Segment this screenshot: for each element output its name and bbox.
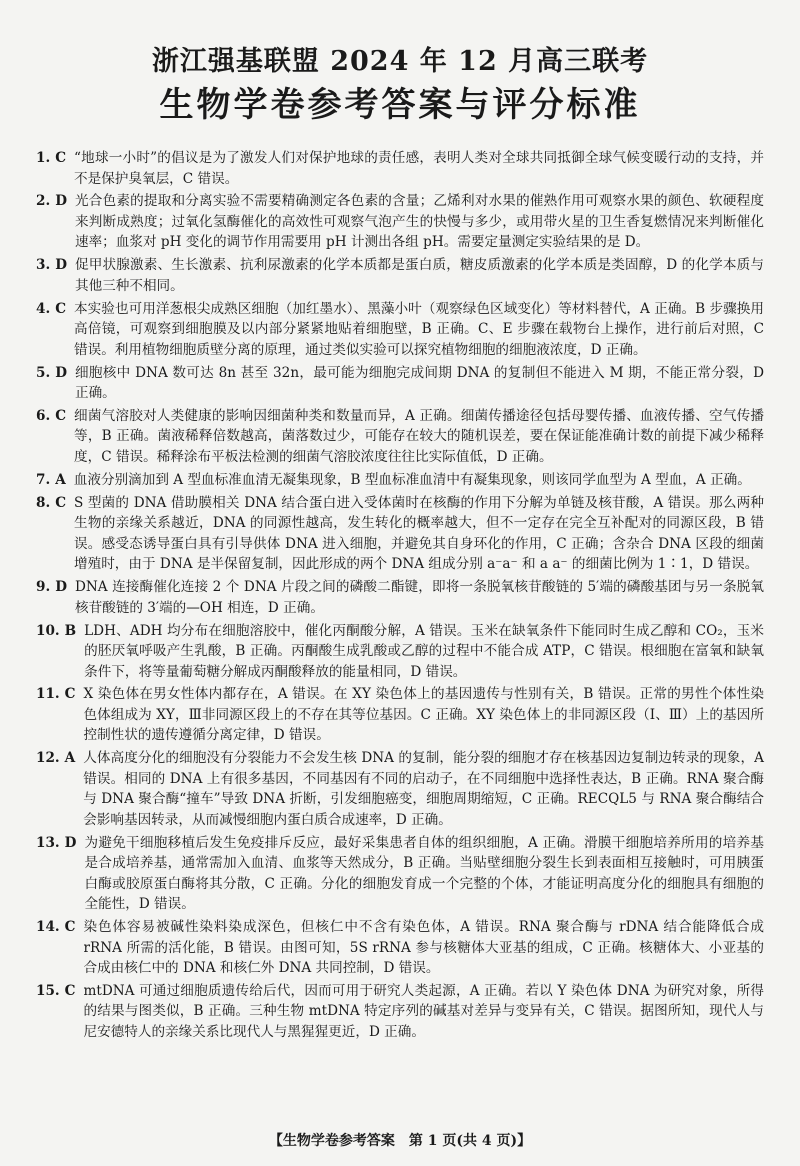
question-number: 14. xyxy=(36,919,60,936)
explanation-text: 染色体容易被碱性染料染成深色，但核仁中不含有染色体，A 错误。RNA 聚合酶与 rDNA 结合能降低合成 rRNA 所需的活化能，B 错误。由图可知，5S rRNA 参与核糖体大亚基的组成，C 正确。核糖体大、小亚基的合成由核仁中的 DNA 和核仁外 DNA 共同控制，D 错误。 xyxy=(83,919,764,977)
question-number: 10. xyxy=(36,622,60,639)
answer-letter: C xyxy=(64,919,76,936)
answer-letter: A xyxy=(55,471,66,488)
answer-letter: D xyxy=(55,193,67,210)
page-footer: 【生物学卷参考答案 第 1 页(共 4 页)】 xyxy=(268,1133,532,1149)
question-number: 11. xyxy=(36,686,60,703)
answer-item xyxy=(36,833,764,915)
answer-item xyxy=(36,917,764,979)
question-number: 6. xyxy=(36,407,51,424)
explanation-text: X 染色体在男女性体内都存在，A 错误。在 XY 染色体上的基因遗传与性别有关，B 错误。正常的男性个体性染色体组成为 XY，Ⅲ非同源区段上的不存在其等位基因。C 正确。XY 染色体上的非同源区段（Ⅰ、Ⅲ）上的基因所控制性状的遗传遵循分离定律，D 错误。 xyxy=(83,686,764,744)
explanation-text: 血液分别滴加到 A 型血标准血清无凝集现象，B 型血标准血清中有凝集现象，则该同学血型为 A 型血，A 正确。 xyxy=(73,471,751,488)
answer-letter: C xyxy=(55,150,67,166)
answer-item xyxy=(36,255,764,296)
explanation-text: 为避免干细胞移植后发生免疫排斥反应，最好采集患者自体的组织细胞，A 正确。滑膜干细胞培养所用的培养基是合成培养基，通常需加入血清、血浆等天然成分，B 正确。当贴壁细胞分裂生长到表面相互接触时，可用胰蛋白酶或胶原蛋白酶将其分散，C 正确。分化的细胞发育成一个完整的个体，才能证明高度分化的细胞具有细胞的全能性，D 错误。 xyxy=(84,834,764,913)
question-number: 7. xyxy=(36,471,51,488)
explanation-text: 本实验也可用洋葱根尖成熟区细胞（加红墨水）、黑藻小叶（观察绿色区域变化）等材料替代，A 正确。B 步骤换用高倍镜，可观察到细胞膜及以内部分紧紧地贴着细胞壁，B 正确。C、E 步骤在载物台上操作，进行前后对照，C 错误。利用植物细胞质壁分离的原理，通过类似实验可以探究植物细胞的细胞液浓度，D 正确。 xyxy=(74,300,764,358)
explanation-text: S 型菌的 DNA 借助膜相关 DNA 结合蛋白进入受体菌时在核酶的作用下分解为单链及核苷酸，A 错误。那么两种生物的亲缘关系越近，DNA 的同源性越高，发生转化的概率越大，但不一定存在完全互补配对的同源区段，B 错误。感受态诱导蛋白具有引导供体 DNA 进入细胞，并避免其自身环化的作用，C 正确；含杂合 DNA 区段的细菌增殖时，由于 DNA 是半保留复制，因此形成的两个 DNA 组成分别 a⁻a⁻ 和 a a⁻ 的细菌比例为 1∶1，D 错误。 xyxy=(74,494,764,573)
answer-letter: C xyxy=(55,300,67,317)
question-number: 13. xyxy=(36,834,60,851)
answer-letter: D xyxy=(64,834,77,851)
answer-letter: C xyxy=(64,686,76,703)
page-subtitle: 生物学卷参考答案与评分标准 xyxy=(159,85,641,125)
answer-letter: B xyxy=(64,622,77,639)
answer-letter: D xyxy=(55,257,67,274)
question-number: 3. xyxy=(36,257,51,274)
explanation-text: 人体高度分化的细胞没有分裂能力不会发生核 DNA 的复制，能分裂的细胞才存在核基因边复制边转录的现象，A 错误。相同的 DNA 上有很多基因，不同基因有不同的启动子，在不同细胞中选择性表达，B 正确。RNA 聚合酶与 DNA 聚合酶“撞车”导致 DNA 折断，引发细胞癌变，细胞周期缩短，C 正确。RECQL5 与 RNA 聚合酶结合会影响基因转录，从而减慢细胞内蛋白质合成速率，D 正确。 xyxy=(83,750,764,828)
question-number: 9. xyxy=(36,579,51,596)
answer-item xyxy=(36,621,764,683)
answer-item xyxy=(36,981,764,1043)
answer-item xyxy=(36,406,764,468)
answer-letter: D xyxy=(55,364,67,381)
answer-item xyxy=(36,299,764,361)
question-number: 8. xyxy=(36,494,51,511)
answer-letter: D xyxy=(55,579,67,596)
answer-item xyxy=(36,493,764,575)
answer-item xyxy=(36,684,764,746)
question-number: 1. xyxy=(36,150,51,166)
explanation-text: 光合色素的提取和分离实验不需要精确测定各色素的含量；乙烯利对水果的催熟作用可观察水果的颜色、软硬程度来判断成熟度；过氧化氢酶催化的高效性可观察气泡产生的快慢与多少，或用带火星的卫生香复燃情况来判断催化速率；血浆对 pH 变化的调节作用需要用 pH 计测出各组 pH。需要定量测定实验结果的是 D。 xyxy=(75,193,764,251)
explanation-text: LDH、ADH 均分布在细胞溶胶中，催化丙酮酸分解，A 错误。玉米在缺氧条件下能同时生成乙醇和 CO₂，玉米的胚厌氧呼吸产生乳酸，B 正确。丙酮酸生成乳酸或乙醇的过程中不能合成 ATP，C 错误。根细胞在富氧和缺氧条件下，将等量葡萄糖分解成丙酮酸释放的能量相同，D 错误。 xyxy=(84,622,764,680)
question-number: 2. xyxy=(36,193,51,210)
answer-item xyxy=(36,363,764,404)
question-number: 15. xyxy=(36,982,60,999)
explanation-text: mtDNA 可通过细胞质遗传给后代，因而可用于研究人类起源，A 正确。若以 Y 染色体 DNA 为研究对象，所得的结果与图类似，B 正确。三种生物 mtDNA 特定序列的碱基对差异与变异有关，C 错误。据图所知，现代人与尼安德特人的亲缘关系比现代人与黑猩猩更近，D 正确。 xyxy=(83,982,764,1040)
answer-letter: A xyxy=(64,750,76,767)
page-title: 浙江强基联盟 2024 年 12 月高三联考 xyxy=(151,46,649,77)
answer-letter: C xyxy=(55,494,67,511)
answer-list xyxy=(36,148,764,1042)
explanation-text: 细菌气溶胶对人类健康的影响因细菌种类和数量而异，A 正确。细菌传播途径包括母婴传播、血液传播、空气传播等，B 正确。菌液稀释倍数越高，菌落数过少，可能存在较大的随机误差，要在保证能准确计数的前提下减少稀释度，C 错误。稀释涂布平板法检测的细菌气溶胶浓度往往比实际值低，D 正确。 xyxy=(74,407,764,465)
explanation-text: “地球一小时”的倡议是为了激发人们对保护地球的责任感，表明人类对全球共同抵御全球气候变暖行动的支持，并不是保护臭氧层，C 错误。 xyxy=(74,150,764,187)
explanation-text: 促甲状腺激素、生长激素、抗利尿激素的化学本质都是蛋白质，糖皮质激素的化学本质是类固醇，D 的化学本质与其他三种不相同。 xyxy=(75,257,764,294)
answer-item xyxy=(36,748,764,830)
question-number: 4. xyxy=(36,300,51,317)
question-number: 12. xyxy=(36,750,60,767)
explanation-text: 细胞核中 DNA 数可达 8n 甚至 32n，最可能为细胞完成间期 DNA 的复制但不能进入 M 期，不能正常分裂，D 正确。 xyxy=(75,364,764,402)
answer-item xyxy=(36,470,764,491)
question-number: 5. xyxy=(36,364,51,381)
answer-letter: C xyxy=(64,982,76,999)
answer-item xyxy=(36,148,764,189)
explanation-text: DNA 连接酶催化连接 2 个 DNA 片段之间的磷酸二酯键，即将一条脱氧核苷酸链的 5′端的磷酸基团与另一条脱氧核苷酸链的 3′端的—OH 相连，D 正确。 xyxy=(75,579,764,616)
answer-item xyxy=(36,191,764,253)
answer-letter: C xyxy=(55,407,67,424)
answer-item xyxy=(36,577,764,618)
